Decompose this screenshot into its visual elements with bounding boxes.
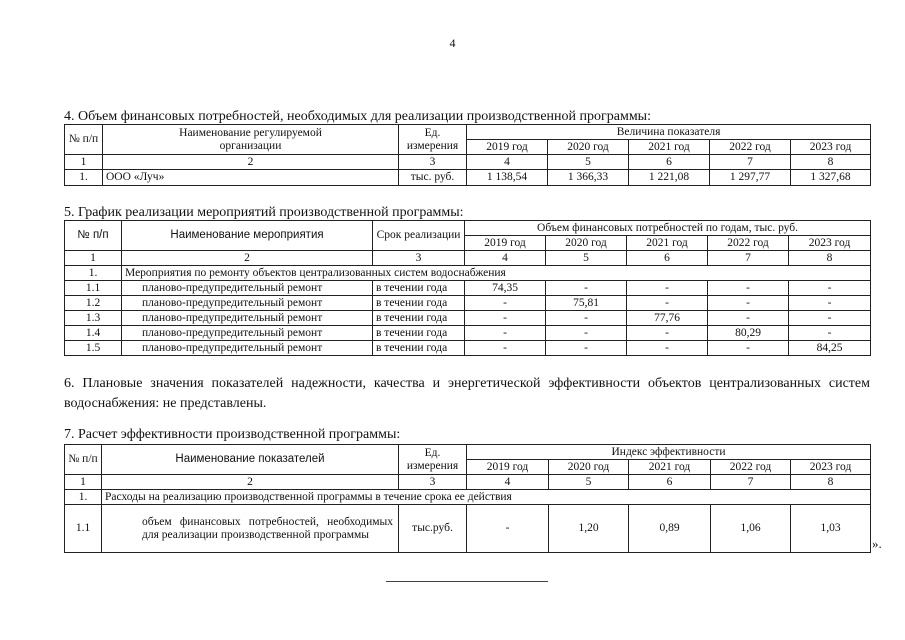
efficiency-table: [64, 444, 871, 553]
value-cell: -: [708, 341, 789, 356]
row-num: 1.2: [65, 296, 122, 311]
row-num: 1.3: [65, 311, 122, 326]
activity-term: в течении года: [373, 326, 465, 341]
index-cell: 2: [122, 251, 373, 266]
value-cell: 1 366,33: [548, 170, 629, 186]
table-row: [65, 296, 871, 311]
value-cell: 77,76: [627, 311, 708, 326]
value-cell: 0,89: [629, 505, 711, 553]
header-year: 2019 год: [467, 140, 548, 155]
value-cell: -: [546, 281, 627, 296]
table-row: [65, 311, 871, 326]
header-activity-name: Наименование мероприятия: [122, 221, 373, 251]
index-cell: 4: [467, 155, 548, 170]
header-num: № п/п: [65, 125, 103, 155]
table-row: [65, 281, 871, 296]
header-term: Срок реализации: [373, 221, 465, 251]
index-cell: 8: [791, 475, 871, 490]
value-cell: -: [789, 326, 871, 341]
value-cell: -: [708, 296, 789, 311]
value-cell: -: [465, 296, 546, 311]
row-num: 1.5: [65, 341, 122, 356]
activity-name: планово-предупредительный ремонт: [122, 296, 373, 311]
row-num: 1.1: [65, 281, 122, 296]
header-efficiency-index: Индекс эффективности: [467, 445, 871, 460]
row-num: 1.4: [65, 326, 122, 341]
value-cell: 1 138,54: [467, 170, 548, 186]
value-cell: -: [546, 341, 627, 356]
value-cell: 1 297,77: [710, 170, 791, 186]
value-cell: 74,35: [465, 281, 546, 296]
table-row: [65, 326, 871, 341]
index-cell: 3: [399, 475, 467, 490]
value-cell: -: [627, 326, 708, 341]
activities-schedule-table: [64, 220, 871, 356]
index-cell: 7: [708, 251, 789, 266]
header-num: № п/п: [65, 445, 102, 475]
header-year: 2020 год: [549, 460, 629, 475]
value-cell: 1,06: [711, 505, 791, 553]
index-cell: 5: [548, 155, 629, 170]
row-num: 1.: [65, 170, 103, 186]
column-index-row: [65, 251, 871, 266]
header-year: 2022 год: [710, 140, 791, 155]
header-indicator-value: Величина показателя: [467, 125, 871, 140]
financial-needs-table: [64, 124, 871, 186]
index-cell: 4: [467, 475, 549, 490]
org-name: ООО «Луч»: [103, 170, 399, 186]
index-cell: 8: [789, 251, 871, 266]
header-financial-volume: Объем финансовых потребностей по годам, тыс. руб.: [465, 221, 871, 236]
header-org-name: Наименование регулируемой организации: [103, 125, 399, 155]
activity-name: планово-предупредительный ремонт: [122, 281, 373, 296]
header-unit: Ед. измерения: [399, 445, 467, 475]
header-year: 2019 год: [467, 460, 549, 475]
activity-name: планово-предупредительный ремонт: [122, 341, 373, 356]
group-name: Мероприятия по ремонту объектов централизованных систем водоснабжения: [122, 266, 871, 281]
value-cell: 80,29: [708, 326, 789, 341]
group-row: [65, 490, 871, 505]
activity-name: планово-предупредительный ремонт: [122, 326, 373, 341]
index-cell: 6: [629, 155, 710, 170]
activity-term: в течении года: [373, 311, 465, 326]
header-year: 2023 год: [791, 140, 871, 155]
group-name: Расходы на реализацию производственной программы в течение срока ее действия: [102, 490, 871, 505]
value-cell: -: [789, 311, 871, 326]
header-year: 2019 год: [465, 236, 546, 251]
activity-term: в течении года: [373, 281, 465, 296]
header-indicator-name: Наименование показателей: [102, 445, 399, 475]
row-num: 1.: [65, 490, 102, 505]
section-5-heading: 5. График реализации мероприятий производственной программы:: [64, 205, 464, 220]
index-cell: 6: [629, 475, 711, 490]
value-cell: -: [467, 505, 549, 553]
footer-divider: [386, 581, 548, 582]
index-cell: 6: [627, 251, 708, 266]
column-index-row: [65, 155, 871, 170]
closing-quote: ».: [872, 536, 882, 551]
section-6-text: 6. Плановые значения показателей надежности, качества и энергетической эффективности объектов централизованных систем водоснабжения: не представлены.: [64, 376, 870, 411]
value-cell: 1,03: [791, 505, 871, 553]
column-index-row: [65, 475, 871, 490]
value-cell: 84,25: [789, 341, 871, 356]
unit: тыс. руб.: [399, 170, 467, 186]
row-num: 1.: [65, 266, 122, 281]
index-cell: 4: [465, 251, 546, 266]
value-cell: 1 221,08: [629, 170, 710, 186]
page-number: 4: [449, 36, 456, 50]
value-cell: 1 327,68: [791, 170, 871, 186]
header-year: 2022 год: [711, 460, 791, 475]
index-cell: 7: [711, 475, 791, 490]
index-cell: 2: [102, 475, 399, 490]
header-year: 2023 год: [791, 460, 871, 475]
index-cell: 7: [710, 155, 791, 170]
value-cell: -: [627, 296, 708, 311]
index-cell: 5: [549, 475, 629, 490]
header-year: 2022 год: [708, 236, 789, 251]
value-cell: -: [627, 341, 708, 356]
index-cell: 1: [65, 155, 103, 170]
group-row: [65, 266, 871, 281]
unit: тыс.руб.: [399, 505, 467, 553]
index-cell: 2: [103, 155, 399, 170]
section-7-heading: 7. Расчет эффективности производственной программы:: [64, 427, 401, 442]
value-cell: 1,20: [549, 505, 629, 553]
header-year: 2021 год: [629, 460, 711, 475]
index-cell: 5: [546, 251, 627, 266]
index-cell: 3: [399, 155, 467, 170]
table-row: [65, 505, 871, 553]
section-4-heading: 4. Объем финансовых потребностей, необходимых для реализации производственной программы:: [64, 109, 651, 124]
row-num: 1.1: [65, 505, 102, 553]
index-cell: 1: [65, 475, 102, 490]
value-cell: 75,81: [546, 296, 627, 311]
table-row: [65, 170, 871, 186]
value-cell: -: [708, 311, 789, 326]
index-cell: 8: [791, 155, 871, 170]
indicator-name: объем финансовых потребностей, необходимых для реализации производственной программы: [102, 505, 399, 553]
header-num: № п/п: [65, 221, 122, 251]
value-cell: -: [789, 281, 871, 296]
value-cell: -: [546, 326, 627, 341]
header-year: 2021 год: [627, 236, 708, 251]
value-cell: -: [708, 281, 789, 296]
header-year: 2020 год: [548, 140, 629, 155]
activity-name: планово-предупредительный ремонт: [122, 311, 373, 326]
header-year: 2023 год: [789, 236, 871, 251]
value-cell: -: [627, 281, 708, 296]
index-cell: 1: [65, 251, 122, 266]
table-row: [65, 341, 871, 356]
header-year: 2021 год: [629, 140, 710, 155]
value-cell: -: [465, 326, 546, 341]
activity-term: в течении года: [373, 341, 465, 356]
header-year: 2020 год: [546, 236, 627, 251]
activity-term: в течении года: [373, 296, 465, 311]
header-unit: Ед. измерения: [399, 125, 467, 155]
index-cell: 3: [373, 251, 465, 266]
value-cell: -: [465, 341, 546, 356]
value-cell: -: [465, 311, 546, 326]
value-cell: -: [789, 296, 871, 311]
value-cell: -: [546, 311, 627, 326]
